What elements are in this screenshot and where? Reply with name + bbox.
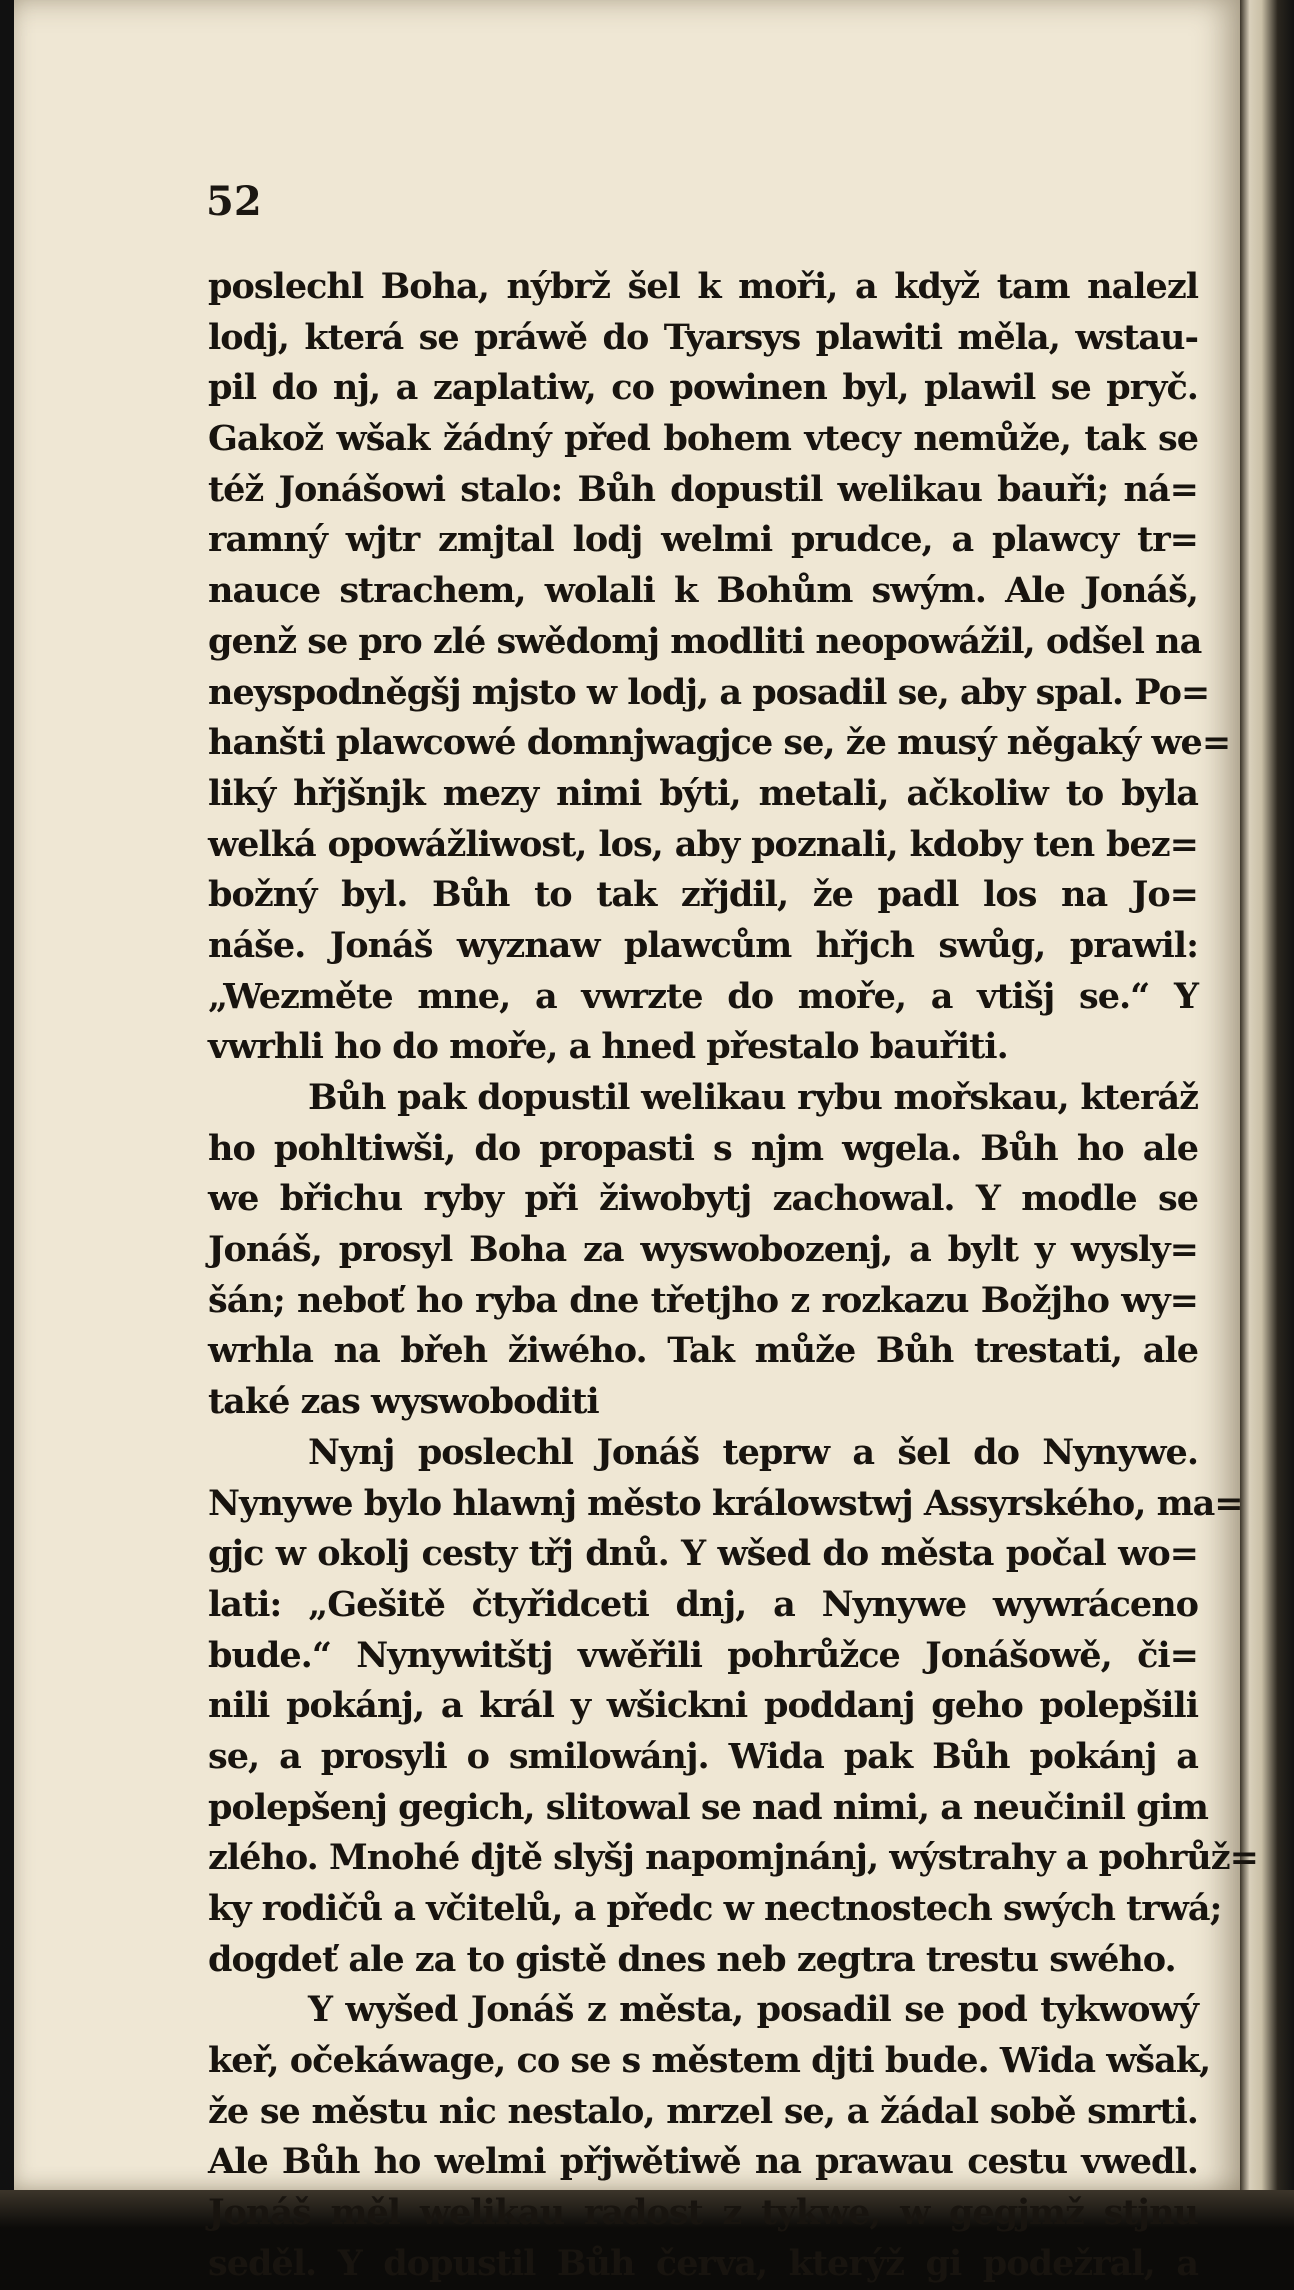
text-line-content: lodj, která se práwě do Tyarsys plawiti měla, wstau- [208, 316, 1198, 358]
text-line [208, 1022, 1198, 1073]
text-line-content: Ale Bůh ho welmi přjwětiwě na prawau cestu vwedl. [208, 2141, 1198, 2183]
text-line-content: pil do nj, a zaplatiw, co powinen byl, plawil se pryč. [208, 367, 1198, 409]
page-number: 52 [206, 178, 262, 225]
text-line [208, 769, 1198, 820]
text-line-content: wrhla na břeh žiwého. Tak může Bůh trestati, ale [208, 1330, 1198, 1372]
text-line-content: dogdeť ale za to gistě dnes neb zegtra trestu swého. [208, 1938, 1176, 1980]
text-line [208, 515, 1198, 566]
text-line [208, 972, 1198, 1023]
text-line-content: Nynj poslechl Jonáš teprw a šel do Nynywe. [308, 1431, 1198, 1473]
text-line [208, 1479, 1243, 1530]
text-line [208, 1783, 1208, 1834]
text-line-content: genž se pro zlé swědomj modliti neopowážil, odšel na [208, 620, 1202, 662]
text-line [208, 1985, 1198, 2036]
text-line [208, 1276, 1198, 1327]
text-line-content: nauce strachem, wolali k Bohům swým. Ale Jonáš, [208, 570, 1198, 612]
text-line [208, 820, 1198, 871]
text-line-content: zlého. Mnohé djtě slyšj napomjnánj, wýstrahy a pohrůž= [208, 1837, 1258, 1879]
text-line [208, 1884, 1222, 1935]
page-edge [1240, 0, 1294, 2228]
text-line [208, 262, 1198, 313]
text-line-content: božný byl. Bůh to tak zřjdil, že padl los na Jo= [208, 874, 1198, 916]
text-line [208, 718, 1231, 769]
text-line [208, 1124, 1198, 1175]
text-line-content: náše. Jonáš wyznaw plawcům hřjch swůg, prawil: [208, 924, 1198, 966]
text-line-content: neyspodněgšj mjsto w lodj, a posadil se, aby spal. Po= [208, 671, 1210, 713]
text-line [208, 363, 1198, 414]
text-line [208, 1073, 1198, 1124]
text-line [208, 2087, 1198, 2138]
text-line-content: také zas wyswoboditi [208, 1381, 599, 1423]
text-line [208, 1580, 1198, 1631]
text-line [208, 566, 1198, 617]
text-line-content: we břichu ryby při žiwobytj zachowal. Y modle se [208, 1178, 1198, 1220]
text-line [208, 465, 1198, 516]
text-line-content: nili pokánj, a král y wšickni poddanj geho polepšili [208, 1685, 1198, 1727]
text-line [208, 870, 1198, 921]
text-line-content: Bůh pak dopustil welikau rybu mořskau, kteráž [308, 1077, 1198, 1118]
text-line-content: ramný wjtr zmjtal lodj welmi prudce, a plawcy tr= [208, 519, 1198, 561]
text-line [208, 1681, 1198, 1732]
text-line [208, 2036, 1211, 2087]
text-line-content: lati: „Gešitě čtyřidceti dnj, a Nynywe wywráceno [208, 1583, 1198, 1625]
text-line [208, 414, 1198, 465]
text-line [208, 313, 1198, 364]
text-line [208, 2188, 1198, 2239]
text-line-content: liký hřjšnjk mezy nimi býti, metali, ačkoliw to byla [208, 772, 1198, 814]
text-line-content: se, a prosyli o smilowánj. Wida pak Bůh pokánj a [208, 1735, 1198, 1777]
text-line-content: polepšenj gegich, slitowal se nad nimi, a neučinil gim [208, 1786, 1208, 1828]
text-line-content: bude.“ Nynywitštj vwěřili pohrůžce Jonášowě, či= [208, 1634, 1198, 1676]
text-line [208, 668, 1210, 719]
text-line-content: Jonáš, prosyl Boha za wyswobozenj, a bylt y wysly= [208, 1229, 1198, 1271]
text-line-content: Jonáš měl welikau radost z tykwe, w gegjmž stjnu [208, 2192, 1198, 2234]
text-line [208, 2137, 1198, 2188]
text-line [208, 1326, 1198, 1377]
text-line [208, 1631, 1198, 1682]
text-line [208, 1833, 1258, 1884]
text-line-content: Y wyšed Jonáš z města, posadil se pod tykwowý [308, 1989, 1198, 2031]
text-line-content: vwrhli ho do moře, a hned přestalo bauřiti. [208, 1026, 1008, 1068]
text-line-content: hanšti plawcowé domnjwagjce se, že musý něgaký we= [208, 722, 1231, 764]
text-line [208, 1428, 1198, 1479]
text-line-content: ky rodičů a včitelů, a předc w nectnostech swých trwá; [208, 1888, 1222, 1929]
text-line-content: keř, očekáwage, co se s městem djti bude. Wida wšak, [208, 2040, 1211, 2082]
body-text [208, 262, 1258, 2290]
text-line [208, 921, 1198, 972]
text-line-content: Nynywe bylo hlawnj město králowstwj Assyrského, ma= [208, 1482, 1243, 1524]
text-line [208, 1377, 1198, 1428]
text-line-content: též Jonášowi stalo: Bůh dopustil welikau bauři; ná= [208, 468, 1198, 510]
text-line-content: gjc w okolj cesty třj dnů. Y wšed do města počal wo= [208, 1533, 1198, 1575]
text-line [208, 1174, 1198, 1225]
text-line-content: seděl. Y dopustil Bůh červa, kterýž gi podežral, a [208, 2242, 1198, 2284]
text-line [208, 2239, 1198, 2290]
text-line-content: šán; neboť ho ryba dne třetjho z rozkazu Božjho wy= [208, 1279, 1198, 1321]
text-line [208, 1732, 1198, 1783]
text-line-content: ho pohltiwši, do propasti s njm wgela. Bůh ho ale [208, 1127, 1198, 1169]
text-line [208, 1935, 1198, 1986]
text-line-content: „Wezměte mne, a vwrzte do moře, a vtišj se.“ Y [208, 975, 1198, 1017]
text-line-content: welká opowážliwost, los, aby poznali, kdoby ten bez= [208, 823, 1198, 865]
text-line-content: že se městu nic nestalo, mrzel se, a žádal sobě smrti. [208, 2090, 1198, 2132]
text-line-content: poslechl Boha, nýbrž šel k moři, a když tam nalezl [208, 266, 1198, 307]
text-line [208, 1529, 1198, 1580]
text-line-content: Gakož wšak žádný před bohem vtecy nemůže, tak se [208, 418, 1198, 460]
text-line [208, 617, 1202, 668]
text-line [208, 1225, 1198, 1276]
